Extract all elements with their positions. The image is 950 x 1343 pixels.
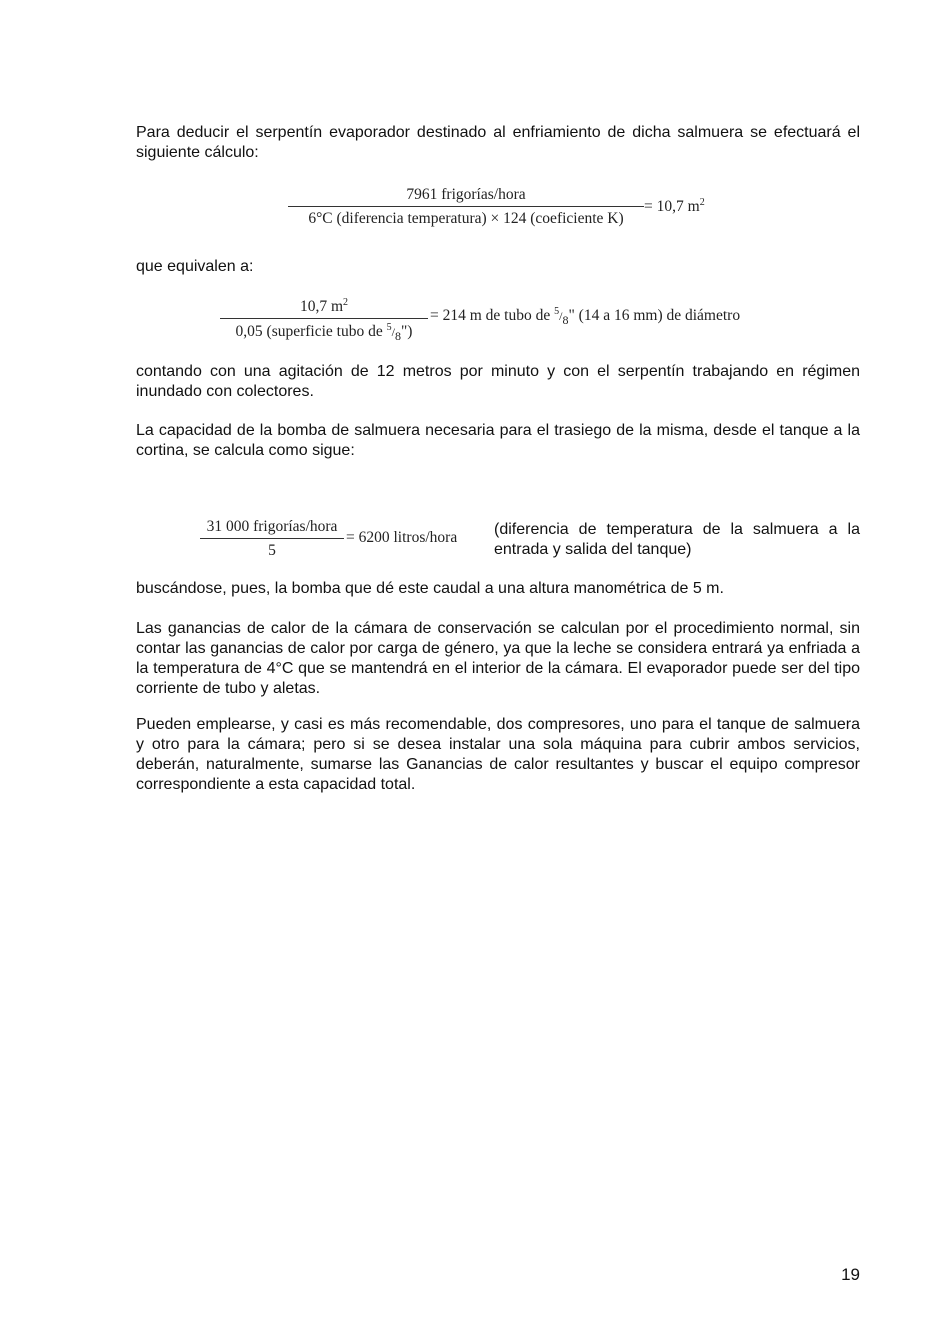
equation-result: = 214 m de tubo de $^5/_8$" (14 a 16 mm) de diámetro	[430, 306, 741, 328]
fraction-surface	[288, 186, 644, 228]
fraction-bar	[288, 206, 644, 207]
fraction-numerator: 10,7 $m^2$	[299, 297, 349, 315]
paragraph-serpentin: Para deducir el serpentín evaporador destinado al enfriamiento de dicha salmuera se efectuará el siguiente cálculo:	[136, 124, 860, 161]
fraction-numerator: 7961 frigorías/hora	[406, 186, 526, 203]
page-number: 19	[841, 1265, 860, 1284]
paragraph-compresores: Pueden emplearse, y casi es más recomendable, dos compresores, uno para el tanque de salmuera y otro para la cámara; pero si se desea instalar una sola máquina para cubrir ambos servicios, deberán, naturalmente, sumarse las Ganancias de calor resultantes y buscar el equipo compresor correspondiente a esta capacidad total.	[136, 716, 860, 793]
paragraph-ganancias: Las ganancias de calor de la cámara de conservación se calculan por el procedimiento normal, sin contar las ganancias de calor por carga de género, ya que la leche se considera entrará ya enfriada a la temperatura de 4°C que se mantendrá en el interior de la cámara. El evaporador puede ser del tipo corriente de tubo y aletas.	[136, 620, 860, 697]
equation-result: = 6200 litros/hora	[346, 529, 458, 546]
fraction-pump-flow	[200, 518, 344, 560]
paragraph-capacidad-bomba: La capacidad de la bomba de salmuera necesaria para el trasiego de la misma, desde el tanque a la cortina, se calcula como sigue:	[136, 422, 860, 459]
paragraph-equivalen: que equivalen a:	[136, 258, 254, 275]
fraction-tube-length	[220, 297, 428, 344]
equation-result: = 10,7 $m^2$	[644, 197, 705, 215]
paragraph-caudal: buscándose, pues, la bomba que dé este caudal a una altura manométrica de 5 m.	[136, 580, 724, 597]
fraction-denominator: 6°C (diferencia temperatura) × 124 (coeficiente K)	[308, 210, 624, 227]
fraction-numerator: 31 000 frigorías/hora	[206, 518, 338, 535]
paragraph-agitacion: contando con una agitación de 12 metros por minuto y con el serpentín trabajando en régimen inundado con colectores.	[136, 363, 860, 400]
equation-note: (diferencia de temperatura de la salmuera a la entrada y salida del tanque)	[494, 521, 860, 558]
fraction-denominator: 5	[268, 542, 276, 559]
fraction-bar	[200, 538, 344, 539]
fraction-denominator: 0,05 (superficie tubo de $^5/_8$")	[235, 322, 413, 344]
fraction-bar	[220, 318, 428, 319]
